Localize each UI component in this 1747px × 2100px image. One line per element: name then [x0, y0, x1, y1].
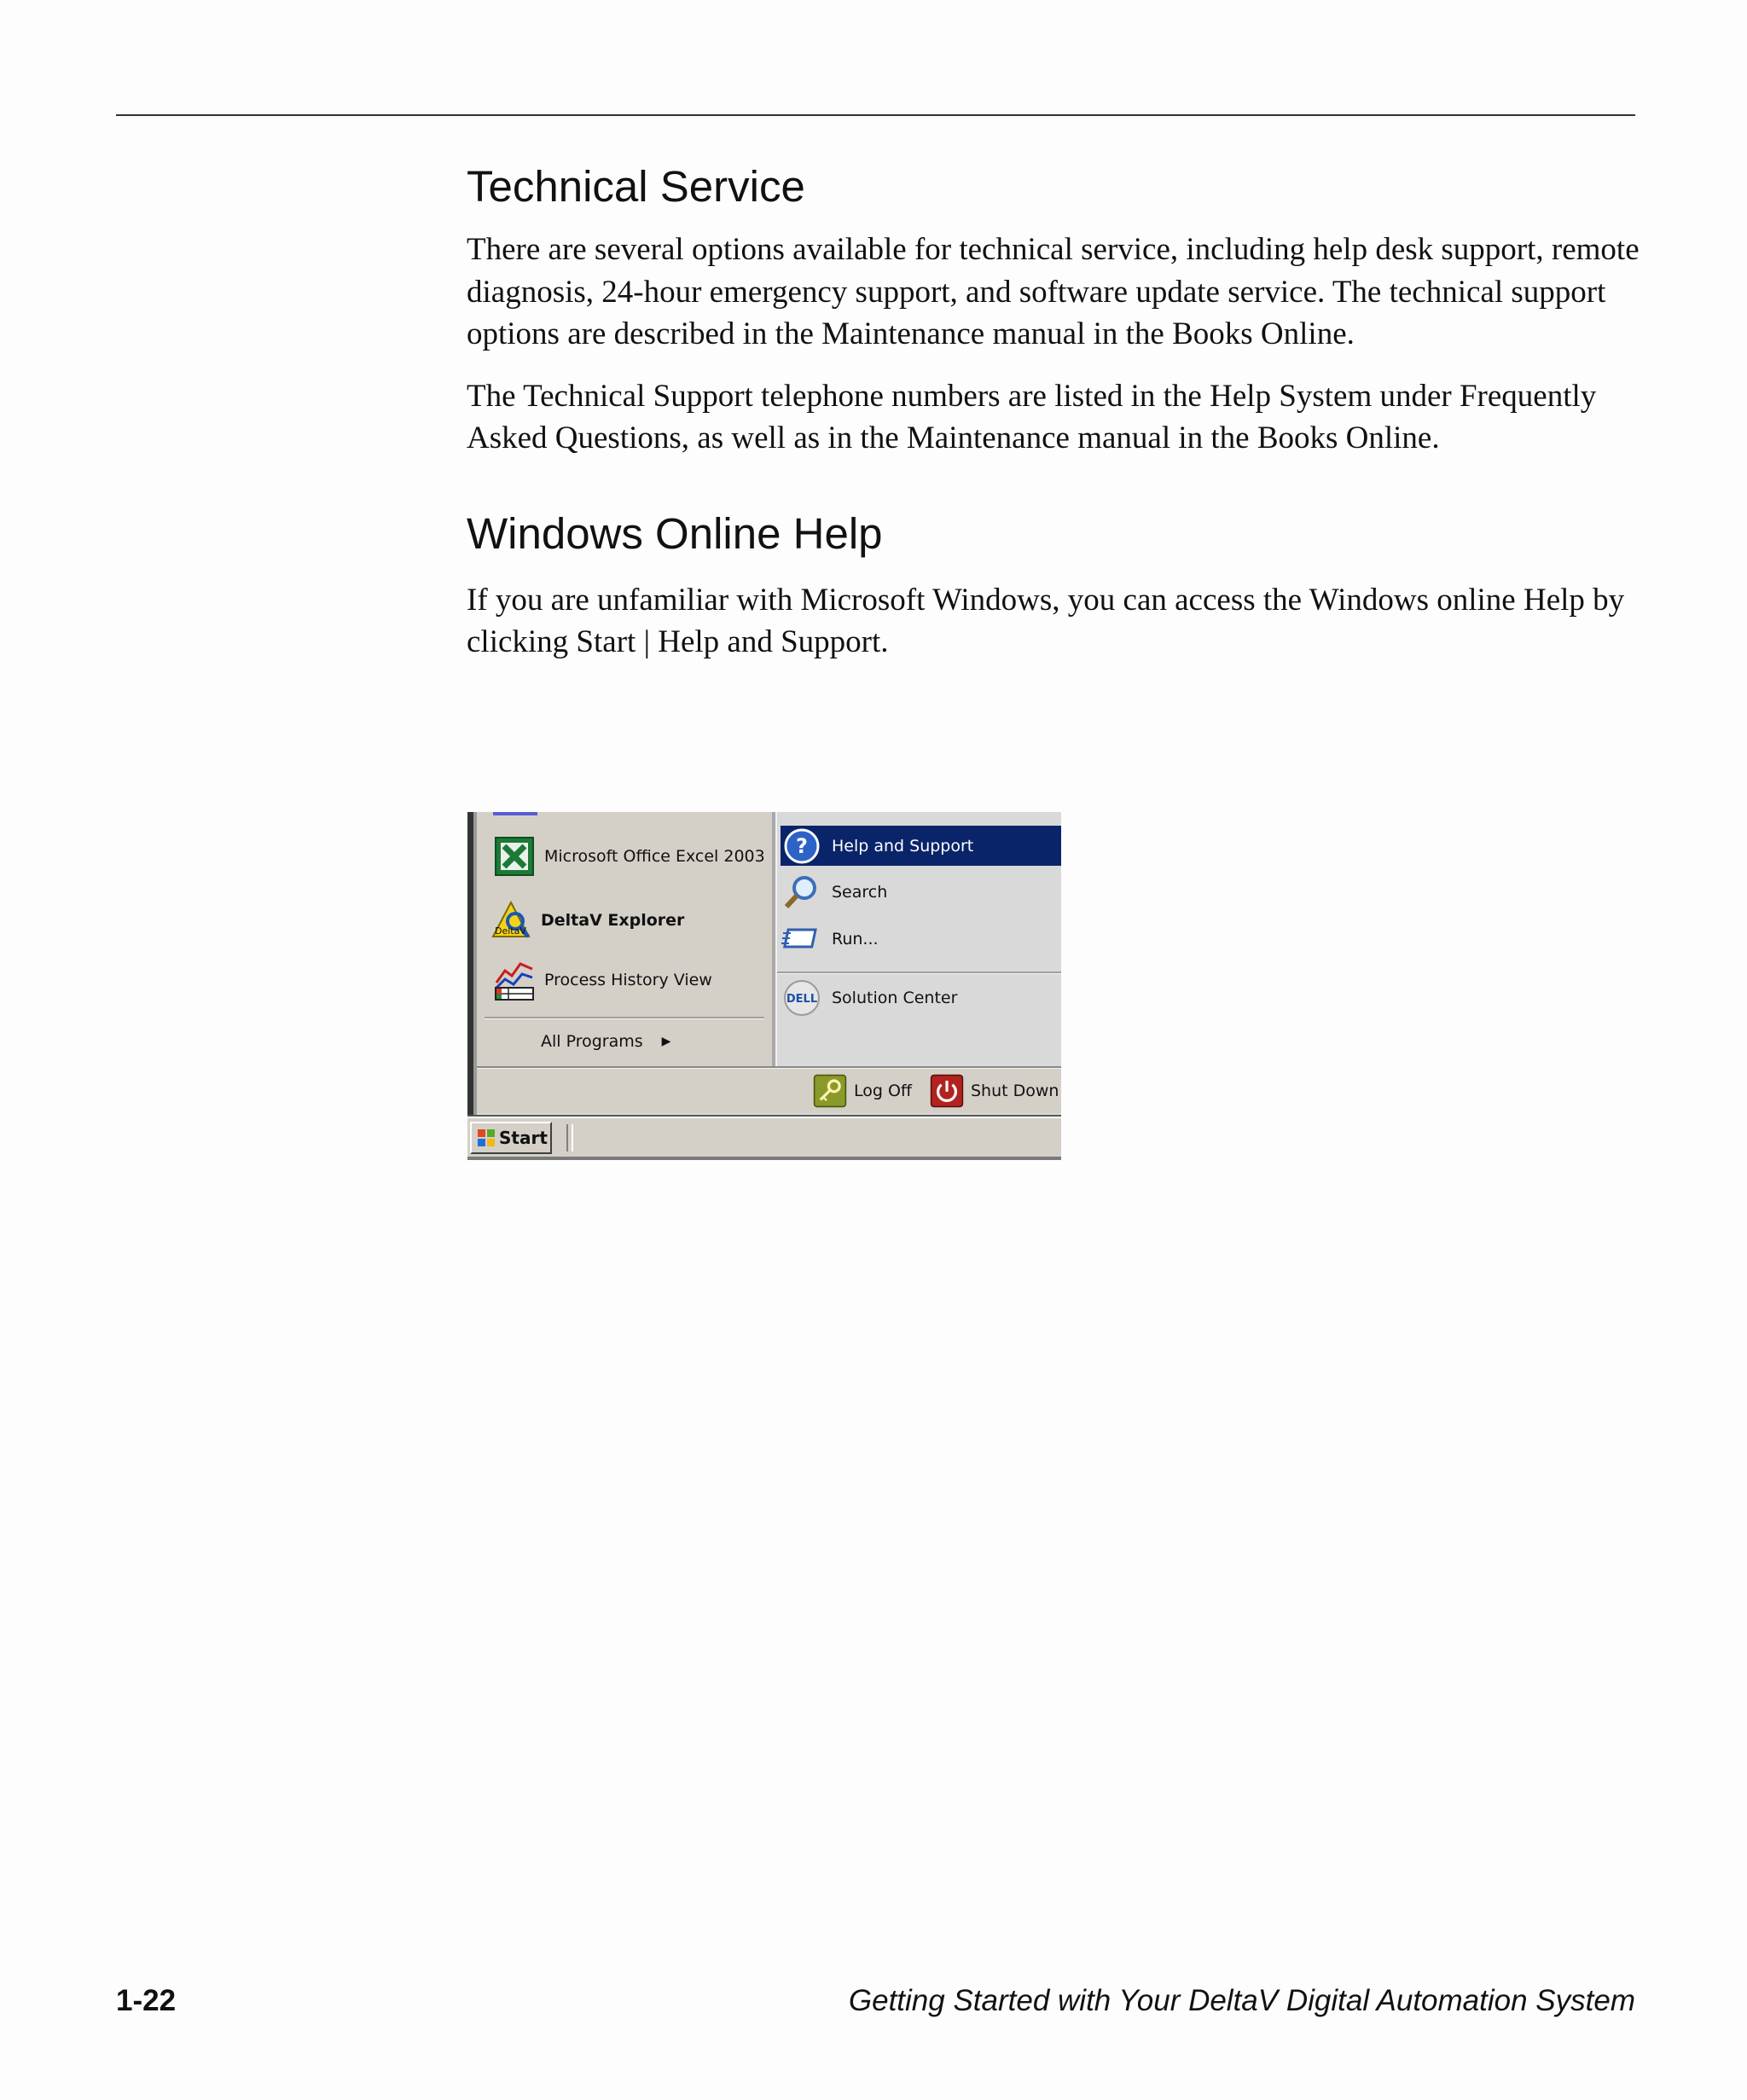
menu-item-label: Solution Center [832, 989, 958, 1007]
log-off-label: Log Off [854, 1082, 913, 1100]
help-icon [781, 825, 823, 867]
all-programs-label: All Programs [541, 1032, 643, 1051]
menu-item-process-history-view[interactable] [493, 959, 712, 1001]
key-icon [813, 1074, 847, 1108]
menu-item-deltav-explorer[interactable] [490, 899, 684, 942]
taskbar [467, 1117, 1061, 1160]
log-off-button[interactable] [813, 1074, 912, 1108]
arrow-right-icon: ▶ [661, 1035, 671, 1048]
shut-down-button[interactable] [930, 1074, 1059, 1108]
svg-text:DELL: DELL [786, 993, 818, 1006]
menu-item-label: Microsoft Office Excel 2003 [544, 847, 765, 866]
svg-text:?: ? [796, 834, 808, 858]
start-label: Start [499, 1128, 548, 1148]
document-title: Getting Started with Your DeltaV Digital Automation System [848, 1984, 1635, 2017]
taskbar-bottom-edge [467, 1157, 1061, 1160]
menu-item-help-and-support[interactable] [781, 825, 973, 867]
page-number: 1-22 [116, 1984, 177, 2017]
menu-item-run[interactable] [781, 918, 879, 960]
section-heading-windows-help: Windows Online Help [467, 508, 883, 558]
power-icon [930, 1074, 964, 1108]
section-heading-technical-service: Technical Service [467, 162, 805, 211]
left-separator [485, 1017, 764, 1019]
taskbar-separator [566, 1124, 573, 1152]
menu-item-search[interactable] [781, 871, 887, 914]
start-button[interactable] [470, 1122, 552, 1154]
menu-item-label: Run... [832, 930, 879, 948]
menu-item-label: Help and Support [832, 837, 974, 856]
pane-divider [772, 812, 777, 1068]
process-history-icon [493, 959, 536, 1001]
paragraph-windows-help: If you are unfamiliar with Microsoft Windows, you can access the Windows online Help by clicking Start | Help and Support. [467, 582, 1625, 659]
menu-item-label: Process History View [544, 971, 712, 989]
search-icon [781, 871, 823, 914]
deltav-explorer-icon [490, 899, 532, 942]
start-menu-screenshot [467, 812, 1061, 1160]
excel-icon [493, 835, 536, 878]
header-rule [116, 114, 1635, 116]
menu-item-label: Search [832, 883, 888, 902]
all-programs-button[interactable] [541, 1032, 670, 1051]
menu-left-border [467, 812, 473, 1115]
menu-item-label: DeltaV Explorer [541, 911, 685, 930]
run-icon [781, 918, 823, 960]
page-content [467, 162, 1640, 664]
svg-text:DeltaV: DeltaV [495, 925, 526, 937]
paragraph-technical-options: There are several options available for technical service, including help desk support, remote diagnosis, 24-hour emergency support, and software update service. The technical support options are described in the Maintenance manual in the Books Online. [467, 232, 1640, 351]
dell-icon [781, 977, 823, 1019]
shut-down-label: Shut Down [971, 1082, 1059, 1100]
menu-item-excel[interactable] [493, 835, 765, 878]
menu-item-solution-center[interactable] [781, 977, 957, 1019]
windows-logo-icon [477, 1128, 496, 1147]
paragraph-support-numbers: The Technical Support telephone numbers are listed in the Help System under Frequently Asked Questions, as well as in the Maintenance manual in the Books Online. [467, 378, 1597, 455]
right-separator [777, 972, 1061, 974]
menu-top-stub [493, 812, 537, 815]
